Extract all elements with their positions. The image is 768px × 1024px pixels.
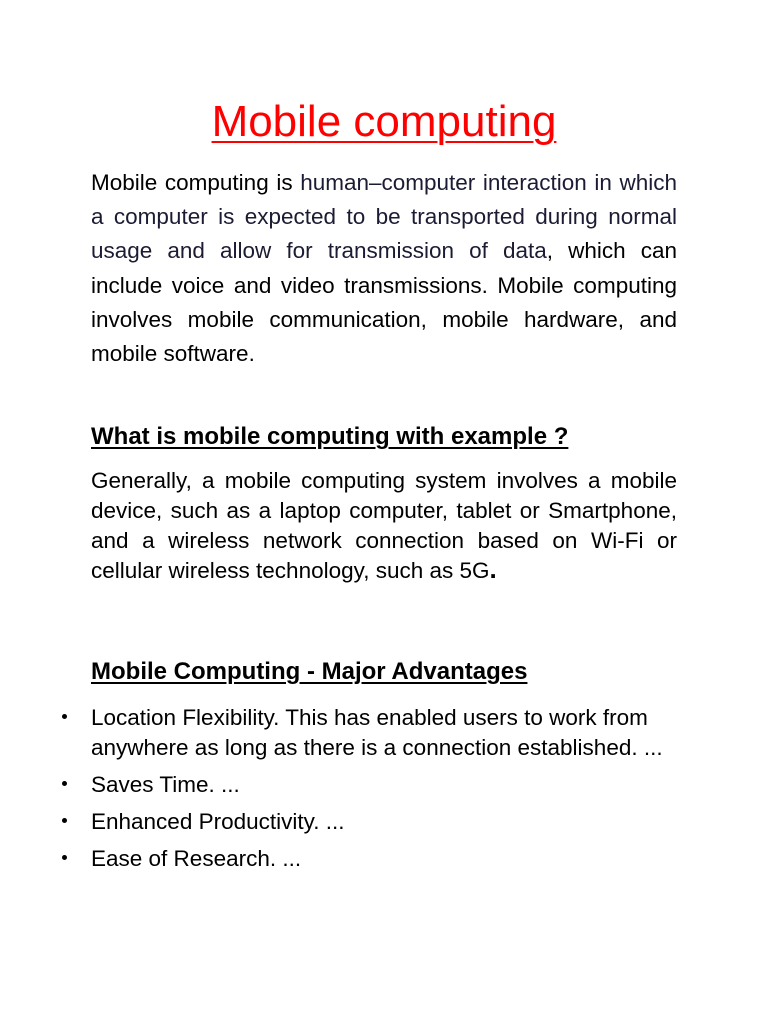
intro-rest: , which can include voice and video transmissions. Mobile computing involves mobile communication, mobile hardware, and mobile software.	[91, 238, 677, 367]
section-heading-example: What is mobile computing with example ?	[91, 423, 569, 450]
intro-lead: Mobile computing is	[91, 170, 301, 195]
list-item-text: Enhanced Productivity. ...	[91, 808, 345, 834]
section-heading-advantages: Mobile Computing - Major Advantages	[91, 658, 528, 685]
bullet-icon	[62, 781, 67, 786]
section-example-paragraph	[91, 466, 677, 586]
intro-paragraph	[91, 166, 677, 371]
section-example-period: .	[489, 554, 497, 585]
bullet-icon	[62, 818, 67, 823]
page-title	[0, 96, 768, 148]
list-item-text: Location Flexibility. This has enabled users to work from anywhere as long as there is a connection established. ...	[91, 705, 663, 760]
list-item-text: Ease of Research. ...	[91, 845, 302, 871]
list-item	[62, 703, 682, 762]
list-item-text: Saves Time. ...	[91, 771, 240, 797]
section-example-text: Generally, a mobile computing system involves a mobile device, such as a laptop computer, tablet or Smartphone, and a wireless network connection based on Wi-Fi or cellular wireless technology, such as 5G	[91, 468, 677, 584]
list-item	[62, 807, 682, 837]
list-item	[62, 844, 682, 874]
intro-linked-term: human–computer interaction in which a computer is expected to be transported during normal usage and allow for transmission of data	[91, 170, 678, 264]
advantages-list	[62, 703, 682, 881]
list-item	[62, 770, 682, 800]
bullet-icon	[62, 714, 67, 719]
page-title-text: Mobile computing	[211, 97, 557, 146]
bullet-icon	[62, 855, 67, 860]
